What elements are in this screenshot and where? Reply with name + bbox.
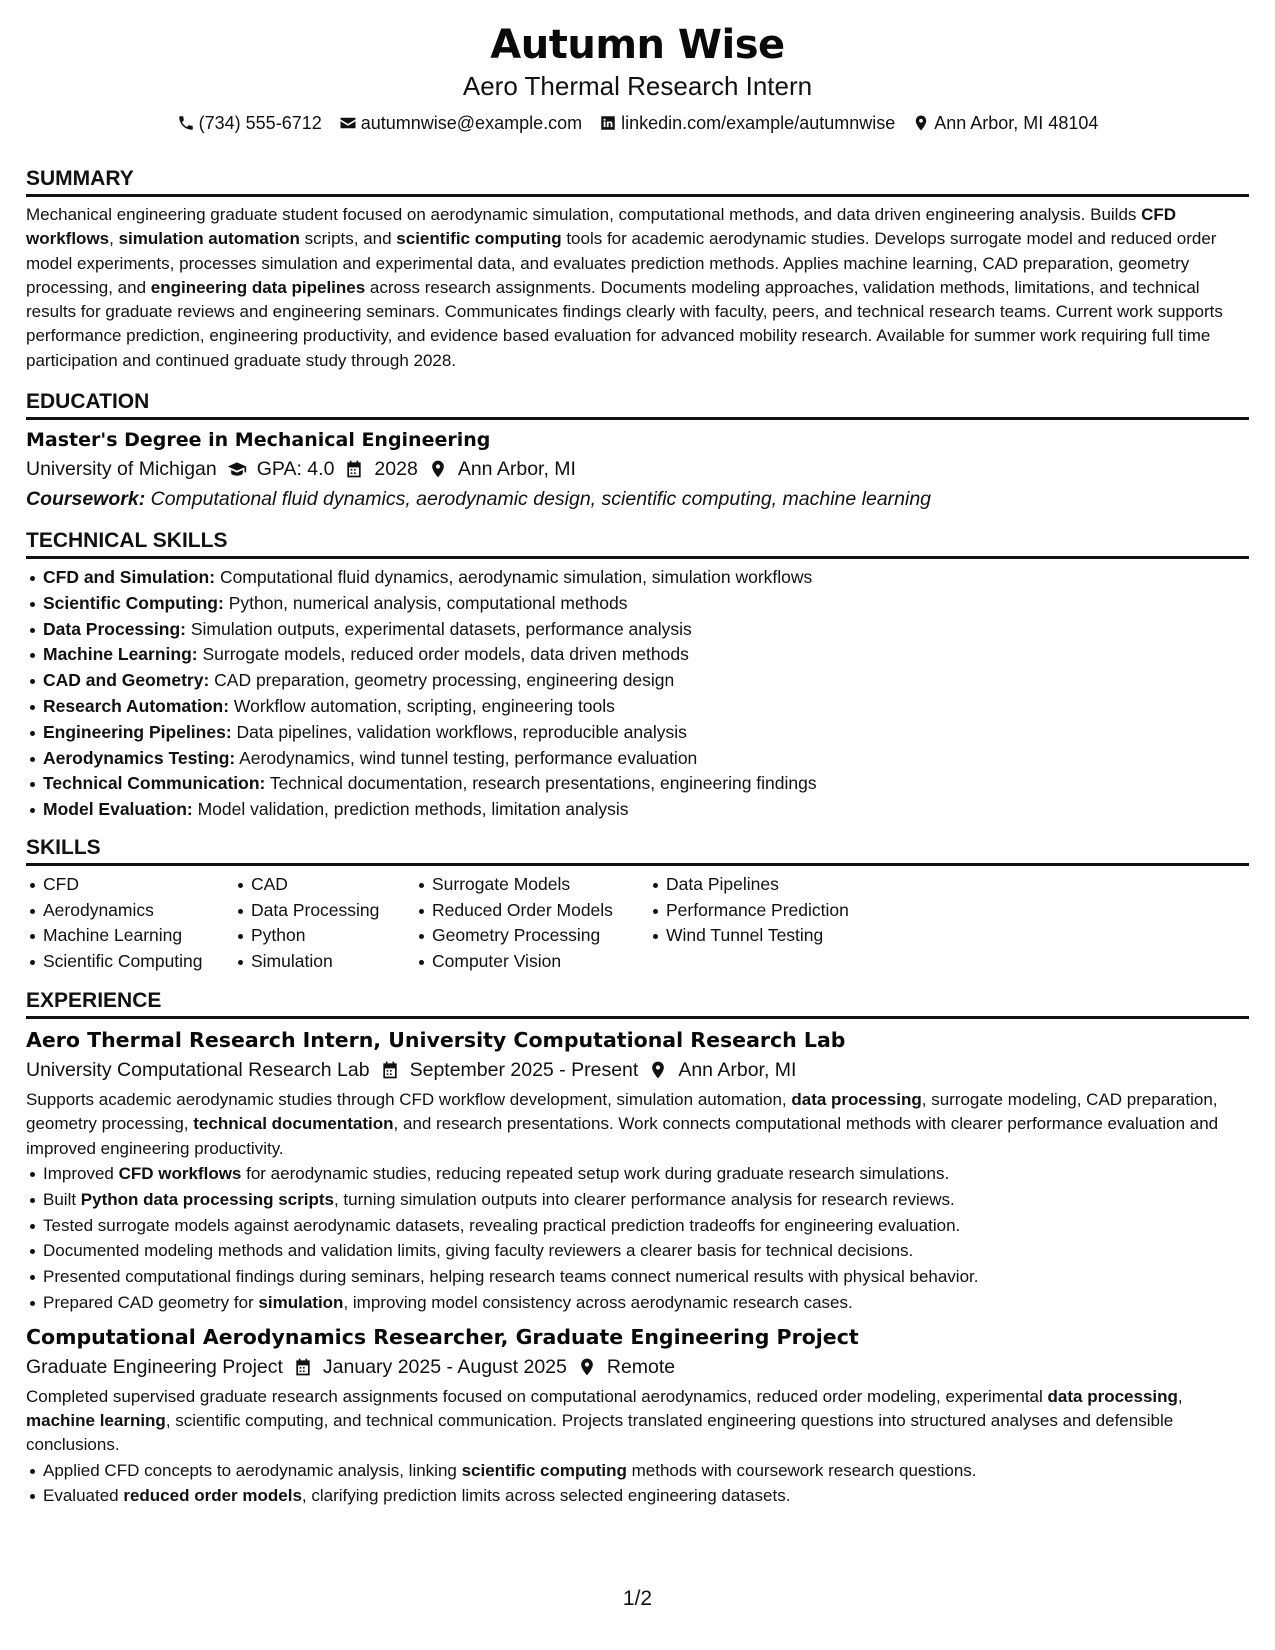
technical-skills-list (26, 565, 1249, 823)
section-skills-title: SKILLS (26, 835, 1249, 866)
job-description: Supports academic aerodynamic studies through CFD workflow development, simulation automation, data processing, surrogate modeling, CAD preparation, geometry processing, technical documentation, and research presentations. Work connects computational methods with clearer performance evaluation and improved engineering productivity. (26, 1090, 1219, 1158)
list-item: Machine Learning: Surrogate models, reduced order models, data driven methods (26, 642, 1249, 668)
school-name: University of Michigan (26, 458, 217, 481)
graduation-cap-icon (227, 459, 247, 479)
job-organization: University Computational Research Lab (26, 1059, 370, 1082)
list-item: Data Processing (234, 898, 415, 924)
skills-column (415, 872, 649, 974)
job-organization: Graduate Engineering Project (26, 1355, 283, 1378)
job-title: Aero Thermal Research Intern, University Computational Research Lab (26, 1028, 846, 1053)
contact-row (26, 111, 1249, 135)
graduation-year: 2028 (374, 458, 418, 481)
linkedin-url[interactable]: linkedin.com/example/autumnwise (621, 113, 896, 133)
skills-grid (26, 872, 1249, 974)
list-item: CFD (26, 872, 234, 898)
section-education-title: EDUCATION (26, 389, 1249, 420)
map-pin-icon (428, 459, 448, 479)
coursework (26, 484, 1249, 514)
list-item: CAD and Geometry: CAD preparation, geometry processing, engineering design (26, 668, 1249, 694)
list-item: Scientific Computing (26, 949, 234, 975)
list-item: Model Evaluation: Model validation, prediction methods, limitation analysis (26, 797, 1249, 823)
job-dates: September 2025 - Present (409, 1059, 639, 1082)
resume-header (26, 20, 1249, 135)
coursework-label: Coursework: (26, 488, 146, 511)
job-description: Completed supervised graduate research assignments focused on computational aerodynamics, reduced order modeling, experimental data processing, machine learning, scientific computing, and technical communication. Projects translated engineering questions into structured analyses and defensible conclusions. (26, 1386, 1183, 1455)
linkedin-icon (599, 114, 617, 132)
location-text: Ann Arbor, MI 48104 (934, 113, 1099, 133)
list-item: Aerodynamics (26, 898, 234, 924)
email-address[interactable]: autumnwise@example.com (360, 113, 583, 133)
map-pin-icon (912, 114, 930, 132)
job-meta (26, 1055, 1249, 1085)
calendar-icon (344, 459, 364, 479)
list-item: Built Python data processing scripts, turning simulation outputs into clearer performance analysis for research reviews. (26, 1187, 1249, 1213)
list-item: Data Pipelines (649, 872, 889, 898)
coursework-text: Computational fluid dynamics, aerodynamic design, scientific computing, machine learning (145, 488, 932, 511)
job-bullets (26, 1161, 1249, 1316)
list-item: Data Processing: Simulation outputs, experimental datasets, performance analysis (26, 617, 1249, 643)
job-bullets (26, 1458, 1249, 1510)
section-technical-skills-title: TECHNICAL SKILLS (26, 528, 1249, 559)
skills-column (26, 872, 234, 974)
contact-email[interactable] (339, 111, 582, 135)
list-item: Machine Learning (26, 923, 234, 949)
degree-name: Master's Degree in Mechanical Engineering (26, 429, 491, 452)
education-meta (26, 454, 1249, 484)
list-item: Documented modeling methods and validation limits, giving faculty reviewers a clearer basis for technical decisions. (26, 1238, 1249, 1264)
page-number: 1/2 (622, 1587, 653, 1610)
list-item: Geometry Processing (415, 923, 649, 949)
list-item: Technical Communication: Technical documentation, research presentations, engineering findings (26, 771, 1249, 797)
candidate-role: Aero Thermal Research Intern (462, 71, 813, 101)
list-item: Surrogate Models (415, 872, 649, 898)
envelope-icon (339, 114, 357, 132)
contact-location (912, 111, 1098, 135)
list-item: Reduced Order Models (415, 898, 649, 924)
map-pin-icon (577, 1357, 597, 1377)
list-item: Improved CFD workflows for aerodynamic studies, reducing repeated setup work during graduate research simulations. (26, 1161, 1249, 1187)
phone-number: (734) 555-6712 (198, 113, 322, 133)
list-item: CFD and Simulation: Computational fluid dynamics, aerodynamic simulation, simulation workflows (26, 565, 1249, 591)
resume-page (26, 20, 1249, 1509)
calendar-icon (293, 1357, 313, 1377)
list-item: Scientific Computing: Python, numerical analysis, computational methods (26, 591, 1249, 617)
job-dates: January 2025 - August 2025 (322, 1355, 567, 1378)
job-title: Computational Aerodynamics Researcher, Graduate Engineering Project (26, 1324, 859, 1349)
summary-text: Mechanical engineering graduate student focused on aerodynamic simulation, computational methods, and data driven engineering analysis. Builds CFD workflows, simulation automation scripts, and scientific computing tools for academic aerodynamic studies. Develops surrogate model and reduced order model experiments, processes simulation and experimental data, and evaluates prediction methods. Applies machine learning, CAD preparation, geometry processing, and engineering data pipelines across research assignments. Documents modeling approaches, validation methods, limitations, and technical results for graduate reviews and engineering seminars. Communicates findings clearly with faculty, peers, and technical research teams. Current work supports performance prediction, engineering productivity, and evidence based evaluation for advanced mobility research. Available for summer work requiring full time participation and continued graduate study through 2028. (26, 205, 1223, 370)
experience-entry (26, 1322, 1249, 1509)
list-item: Performance Prediction (649, 898, 889, 924)
list-item: Computer Vision (415, 949, 649, 975)
list-item: Simulation (234, 949, 415, 975)
contact-phone (177, 111, 322, 135)
skills-column (234, 872, 415, 974)
candidate-name: Autumn Wise (490, 22, 785, 68)
map-pin-icon (648, 1060, 668, 1080)
job-meta (26, 1352, 1249, 1382)
gpa-value: GPA: 4.0 (256, 458, 335, 481)
school-location: Ann Arbor, MI (457, 458, 576, 481)
list-item: CAD (234, 872, 415, 898)
list-item: Wind Tunnel Testing (649, 923, 889, 949)
experience-entry (26, 1025, 1249, 1316)
list-item: Prepared CAD geometry for simulation, improving model consistency across aerodynamic research cases. (26, 1290, 1249, 1316)
calendar-icon (380, 1060, 400, 1080)
list-item: Aerodynamics Testing: Aerodynamics, wind tunnel testing, performance evaluation (26, 746, 1249, 772)
skills-column (649, 872, 889, 974)
list-item: Tested surrogate models against aerodynamic datasets, revealing practical prediction tradeoffs for engineering evaluation. (26, 1213, 1249, 1239)
contact-linkedin[interactable] (599, 111, 895, 135)
list-item: Research Automation: Workflow automation, scripting, engineering tools (26, 694, 1249, 720)
job-location: Remote (606, 1355, 676, 1378)
job-location: Ann Arbor, MI (678, 1059, 797, 1082)
list-item: Presented computational findings during seminars, helping research teams connect numerical results with physical behavior. (26, 1264, 1249, 1290)
list-item: Applied CFD concepts to aerodynamic analysis, linking scientific computing methods with coursework research questions. (26, 1458, 1249, 1484)
list-item: Python (234, 923, 415, 949)
list-item: Engineering Pipelines: Data pipelines, validation workflows, reproducible analysis (26, 720, 1249, 746)
section-summary-title: SUMMARY (26, 166, 1249, 197)
phone-icon (177, 114, 195, 132)
section-experience-title: EXPERIENCE (26, 988, 1249, 1019)
list-item: Evaluated reduced order models, clarifying prediction limits across selected engineering datasets. (26, 1483, 1249, 1509)
